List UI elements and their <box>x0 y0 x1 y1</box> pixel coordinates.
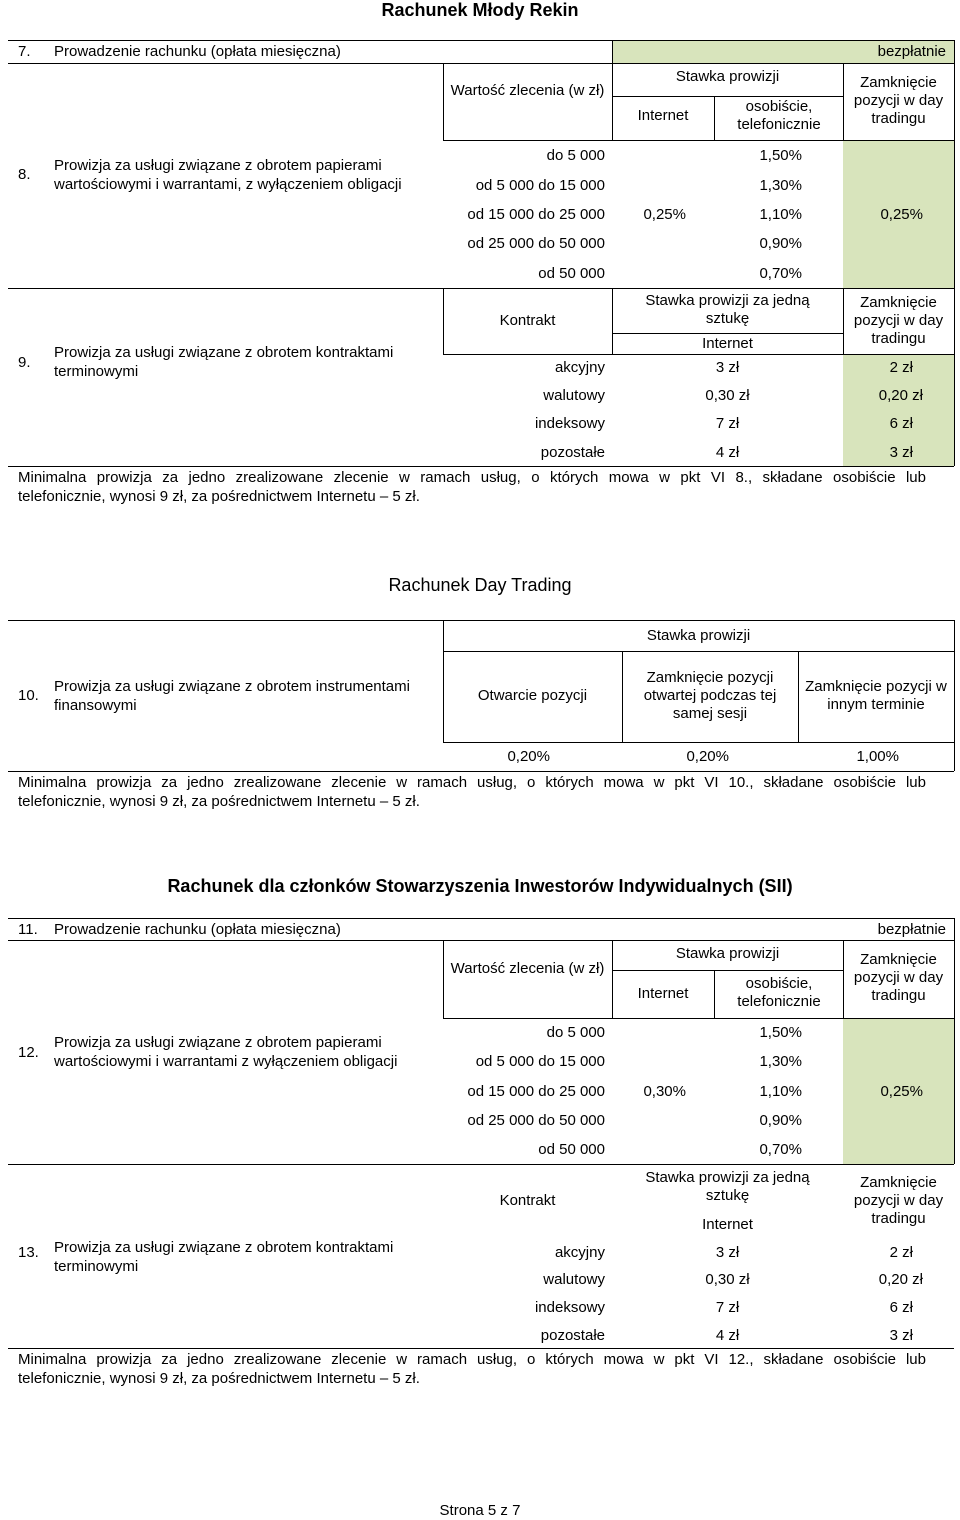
table-line <box>954 918 955 1164</box>
table-line <box>8 40 954 41</box>
row-label-line1: Prowizja za usługi związane z obrotem kontraktami <box>54 344 394 361</box>
rate-internet: 0,30% <box>643 1083 686 1100</box>
rate-day-trading: 2 zł <box>889 359 913 376</box>
rate-osobiscie: 0,90% <box>759 235 802 252</box>
table-line <box>443 1018 954 1019</box>
row-number: 8. <box>18 166 31 183</box>
rate-day-trading: 0,25% <box>880 1083 923 1100</box>
table-line <box>443 742 954 743</box>
contract-type: walutowy <box>543 1271 605 1288</box>
table-line <box>612 970 843 971</box>
contract-type: indeksowy <box>534 415 605 432</box>
table-line <box>443 63 444 140</box>
table-line <box>8 771 954 772</box>
rate-day-trading: 0,20 zł <box>878 1271 923 1288</box>
row-label-line1: Prowizja za usługi związane z obrotem papierami <box>54 1034 382 1051</box>
header-osobiscie-telefonicznie: osobiście, telefonicznie <box>737 975 821 1010</box>
table-line <box>622 651 623 742</box>
rate-termin: 1,00% <box>856 748 899 765</box>
row-label-line2: finansowymi <box>54 697 137 714</box>
row-label-line2: terminowymi <box>54 1258 139 1275</box>
minimum-fee-note <box>18 1350 926 1388</box>
row-label-line1: Prowizja za usługi związane z obrotem instrumentami <box>54 678 410 695</box>
header-kontrakt: Kontrakt <box>499 1192 556 1209</box>
note-line1: Minimalna prowizja za jedno zrealizowane zlecenie w ramach usług, o których mowa w pkt VI 10., składane osobiście lub <box>18 774 926 791</box>
row-number: 7. <box>18 43 31 60</box>
table-line <box>612 96 843 97</box>
row-label: Prowadzenie rachunku (opłata miesięczna) <box>54 43 341 60</box>
table-line <box>443 940 444 1018</box>
table-line <box>714 96 715 140</box>
header-stawka-za-sztuke: Stawka prowizji za jedną sztukę <box>645 1169 810 1204</box>
table-line <box>954 288 955 466</box>
header-internet: Internet <box>637 107 689 124</box>
row-label: Prowadzenie rachunku (opłata miesięczna) <box>54 921 341 938</box>
row-label-line2: wartościowymi i warrantami, z wyłączeniem obligacji <box>54 176 402 193</box>
header-zamkniecie-day-trading: Zamknięcie pozycji w day tradingu <box>853 1174 944 1227</box>
rate-osobiscie: 0,70% <box>759 265 802 282</box>
header-stawka-prowizji: Stawka prowizji <box>675 68 780 85</box>
table-line <box>8 63 954 64</box>
header-stawka-prowizji: Stawka prowizji <box>646 627 751 644</box>
contract-type: akcyjny <box>554 1244 605 1261</box>
table-line <box>8 620 954 621</box>
rate-internet: 4 zł <box>715 444 740 461</box>
rate-day-trading: 2 zł <box>889 1244 913 1261</box>
header-internet: Internet <box>702 1216 753 1233</box>
header-stawka-prowizji: Stawka prowizji <box>675 945 780 962</box>
rate-internet: 0,30 zł <box>705 1271 750 1288</box>
rate-day-trading: 3 zł <box>889 444 913 461</box>
rate-internet: 3 zł <box>715 1244 740 1261</box>
rate-day-trading: 6 zł <box>889 415 913 432</box>
row-number: 13. <box>18 1244 39 1261</box>
header-zamkniecie-day-trading: Zamknięcie pozycji w day tradingu <box>853 951 944 1004</box>
note-line1: Minimalna prowizja za jedno zrealizowane zlecenie w ramach usług, o których mowa w pkt VI 12., składane osobiście lub <box>18 1351 926 1368</box>
table-line <box>8 940 954 941</box>
minimum-fee-note <box>18 773 926 811</box>
rate-osobiscie: 1,10% <box>759 1083 802 1100</box>
header-zamkniecie-sesja: Zamknięcie pozycji otwartej podczas tej samej sesji <box>643 669 777 722</box>
header-kontrakt: Kontrakt <box>499 312 556 329</box>
contract-type: walutowy <box>543 387 605 404</box>
row-number: 12. <box>18 1044 39 1061</box>
section-title-sii: Rachunek dla członków Stowarzyszenia Inwestorów Indywidualnych (SII) <box>167 876 793 896</box>
rate-sesja: 0,20% <box>686 748 729 765</box>
row-label-line2: terminowymi <box>54 363 139 380</box>
rate-day-trading: 6 zł <box>889 1299 913 1316</box>
rate-day-trading: 0,20 zł <box>878 387 923 404</box>
table-line <box>8 1348 954 1349</box>
header-otwarcie-pozycji: Otwarcie pozycji <box>477 687 588 704</box>
contract-type: indeksowy <box>534 1299 605 1316</box>
rate-osobiscie: 1,10% <box>759 206 802 223</box>
rate-internet: 0,25% <box>643 206 686 223</box>
range-value: do 5 000 <box>546 1024 605 1041</box>
table-line <box>843 940 844 1018</box>
header-internet: Internet <box>702 335 753 352</box>
row-label-line2: wartościowymi i warrantami z wyłączeniem obligacji <box>54 1053 398 1070</box>
note-line2: telefonicznie, wynosi 9 zł, za pośrednictwem Internetu – 5 zł. <box>18 1370 420 1387</box>
rate-internet: 7 zł <box>715 415 740 432</box>
row-number: 11. <box>18 921 38 938</box>
range-value: od 25 000 do 50 000 <box>467 1112 605 1129</box>
range-value: od 15 000 do 25 000 <box>467 206 605 223</box>
note-line2: telefonicznie, wynosi 9 zł, za pośrednictwem Internetu – 5 zł. <box>18 488 420 505</box>
rate-osobiscie: 1,30% <box>759 177 802 194</box>
header-wartosc-zlecenia: Wartość zlecenia (w zł) <box>450 960 605 977</box>
table-line <box>443 354 954 355</box>
rate-internet: 3 zł <box>715 359 740 376</box>
range-value: od 15 000 do 25 000 <box>467 1083 605 1100</box>
range-value: od 5 000 do 15 000 <box>475 1053 605 1070</box>
table-line <box>843 288 844 354</box>
contract-type: pozostałe <box>540 444 605 461</box>
header-osobiscie-telefonicznie: osobiście, telefonicznie <box>737 98 821 133</box>
rate-internet: 7 zł <box>715 1299 740 1316</box>
table-line <box>954 620 955 771</box>
rate-osobiscie: 0,90% <box>759 1112 802 1129</box>
range-value: od 50 000 <box>538 1141 605 1158</box>
page-number: Strona 5 z 7 <box>439 1502 521 1519</box>
row-label-line1: Prowizja za usługi związane z obrotem papierami <box>54 157 382 174</box>
row-number: 10. <box>18 687 39 704</box>
rate-day-trading: 3 zł <box>889 1327 913 1344</box>
table-line <box>8 1164 954 1165</box>
table-line <box>612 40 613 63</box>
table-line <box>843 63 844 140</box>
rate-osobiscie: 1,30% <box>759 1053 802 1070</box>
rate-osobiscie: 0,70% <box>759 1141 802 1158</box>
range-value: od 5 000 do 15 000 <box>475 177 605 194</box>
table-line <box>612 333 843 334</box>
table-line <box>443 140 954 141</box>
range-value: od 25 000 do 50 000 <box>467 235 605 252</box>
table-line <box>798 651 799 742</box>
rate-day-trading: 0,25% <box>880 206 923 223</box>
header-zamkniecie-day-trading: Zamknięcie pozycji w day tradingu <box>853 74 944 127</box>
rate-internet: 4 zł <box>715 1327 740 1344</box>
table-line <box>8 288 954 289</box>
range-value: do 5 000 <box>546 147 605 164</box>
minimum-fee-note <box>18 468 926 506</box>
rate-internet: 0,30 zł <box>705 387 750 404</box>
section-title-day-trading: Rachunek Day Trading <box>388 575 572 595</box>
header-zamkniecie-termin: Zamknięcie pozycji w innym terminie <box>805 678 947 713</box>
table-line <box>8 918 954 919</box>
contract-type: pozostałe <box>540 1327 605 1344</box>
header-wartosc-zlecenia: Wartość zlecenia (w zł) <box>450 82 605 99</box>
value-bezplatnie: bezpłatnie <box>877 921 946 938</box>
rate-osobiscie: 1,50% <box>759 147 802 164</box>
range-value: od 50 000 <box>538 265 605 282</box>
note-line1: Minimalna prowizja za jedno zrealizowane zlecenie w ramach usług, o których mowa w pkt VI 8., składane osobiście lub <box>18 469 926 486</box>
table-line <box>443 651 954 652</box>
row-label-line1: Prowizja za usługi związane z obrotem kontraktami <box>54 1239 394 1256</box>
header-stawka-za-sztuke: Stawka prowizji za jedną sztukę <box>645 292 810 327</box>
note-line2: telefonicznie, wynosi 9 zł, za pośrednictwem Internetu – 5 zł. <box>18 793 420 810</box>
value-bezplatnie: bezpłatnie <box>877 43 946 60</box>
contract-type: akcyjny <box>554 359 605 376</box>
rate-otwarcie: 0,20% <box>507 748 550 765</box>
header-zamkniecie-day-trading: Zamknięcie pozycji w day tradingu <box>853 294 944 347</box>
rate-osobiscie: 1,50% <box>759 1024 802 1041</box>
header-internet: Internet <box>637 985 689 1002</box>
table-line <box>8 466 954 467</box>
row-number: 9. <box>18 354 31 371</box>
table-line <box>714 970 715 1018</box>
table-line <box>954 40 955 288</box>
section-title-mlody-rekin: Rachunek Młody Rekin <box>381 0 579 20</box>
